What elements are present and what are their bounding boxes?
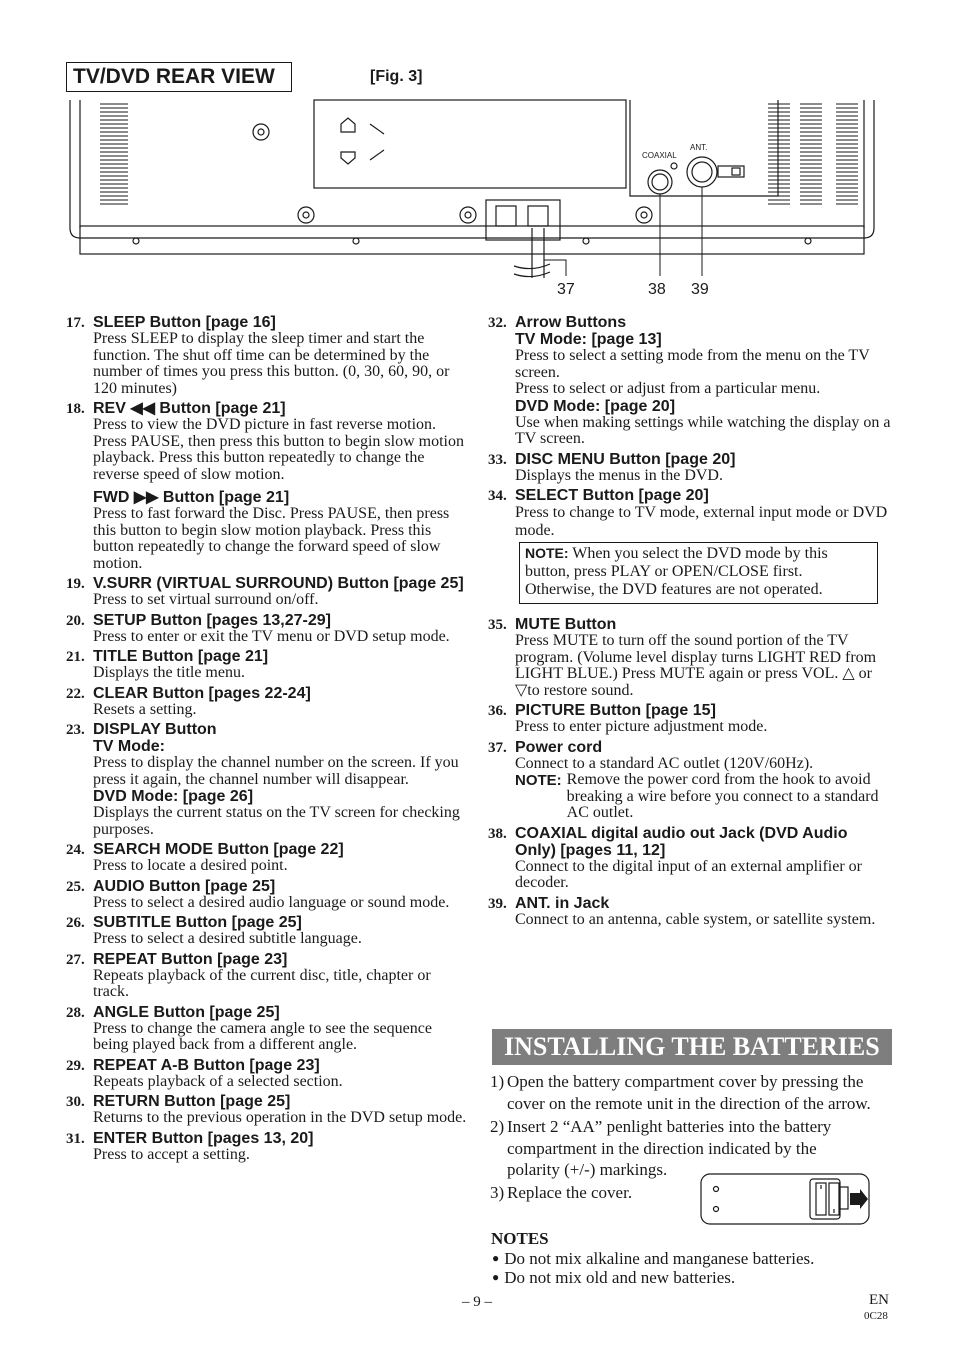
tv-rear-view-diagram	[66, 96, 886, 278]
item-description: Press to change the camera angle to see the sequence being played back from a different angle.	[93, 1019, 432, 1053]
bullet-icon: ●	[492, 1251, 500, 1265]
callout-37: 37	[557, 281, 575, 298]
item-description: Connect to an antenna, cable system, or satellite system.	[515, 910, 876, 928]
item-description: Press SLEEP to display the sleep timer and start the function. The shut off time can be determined by the number of times you press this button. (0, 30, 60, 90, or 120 minutes)	[93, 330, 450, 397]
item-number: 21.	[66, 649, 85, 665]
item-heading: DISC MENU Button [page 20]	[515, 450, 736, 468]
step-number: 2)	[490, 1117, 505, 1136]
item-35	[488, 616, 892, 699]
item-description: Press to set virtual surround on/off.	[93, 591, 319, 608]
item-heading: ANT. in Jack	[515, 894, 610, 912]
item-number: 26.	[66, 915, 85, 931]
item-number: 30.	[66, 1094, 85, 1110]
item-number: 35.	[488, 617, 507, 633]
note-item	[492, 1249, 814, 1270]
item-description: Press to enter picture adjustment mode.	[515, 718, 768, 735]
note-text: Remove the power cord from the hook to avoid breaking a wire before you connect to a standard AC outlet.	[566, 771, 879, 821]
item-heading: SEARCH MODE Button [page 22]	[93, 841, 344, 858]
item-description: Displays the title menu.	[93, 664, 245, 681]
item-34	[488, 487, 892, 604]
item-heading: Power cord	[515, 738, 603, 756]
item-subheading: DVD Mode: [page 20]	[515, 397, 676, 415]
note-item	[492, 1268, 735, 1289]
item-heading: REPEAT A-B Button [page 23]	[93, 1056, 320, 1074]
item-number: 36.	[488, 703, 507, 719]
note-label: NOTE:	[515, 772, 562, 789]
arrow-icon	[850, 1189, 868, 1209]
item-number: 24.	[66, 842, 85, 858]
item-number: 18.	[66, 401, 85, 417]
item-description: Press MUTE to turn off the sound portion of the TV program. (Volume level display turns LIGHT RED from LIGHT BLUE.) Press MUTE again or press VOL. △ or ▽to restore sound.	[515, 632, 877, 699]
step-text: Open the battery compartment cover by pressing the cover on the remote unit in the direction of the arrow.	[507, 1072, 871, 1113]
item-description: Displays the current status on the TV screen for checking purposes.	[93, 804, 460, 838]
item-number: 28.	[66, 1004, 85, 1021]
item-27	[66, 951, 468, 1001]
step-number: 1)	[490, 1072, 505, 1091]
item-number: 19.	[66, 576, 85, 592]
item-number: 33.	[488, 451, 507, 468]
item-description: Press to fast forward the Disc. Press PAUSE, then press this button to begin slow motion playback. Press this button repeatedly to change the forward speed of slow motion.	[93, 505, 450, 572]
item-31	[66, 1130, 468, 1164]
item-29	[66, 1057, 468, 1091]
item-number: 31.	[66, 1130, 85, 1147]
item-30	[66, 1093, 468, 1127]
item-heading: DISPLAY Button	[93, 721, 217, 738]
item-38	[488, 825, 892, 892]
power-cord-note	[515, 772, 892, 822]
item-description: Press to locate a desired point.	[93, 857, 288, 874]
item-description: Connect to the digital input of an external amplifier or decoder.	[515, 857, 863, 891]
ant-label: ANT.	[690, 143, 708, 152]
item-33	[488, 451, 892, 485]
item-heading: AUDIO Button [page 25]	[93, 877, 276, 895]
item-25	[66, 878, 468, 912]
item-description: Press to select a setting mode from the menu on the TV screen.	[515, 347, 870, 381]
item-20	[66, 612, 468, 646]
item-21	[66, 648, 468, 682]
item-number: 29.	[66, 1057, 85, 1074]
note-text: Do not mix old and new batteries.	[504, 1268, 736, 1287]
item-description: Press to view the DVD picture in fast reverse motion. Press PAUSE, then press this button to begin slow motion playback. Press this button repeatedly to change the reverse speed of slow motion.	[93, 416, 464, 483]
note-text: Do not mix alkaline and manganese batteries.	[504, 1249, 815, 1268]
item-heading: V.SURR (VIRTUAL SURROUND) Button [page 25]	[93, 575, 464, 592]
item-description: Press to accept a setting.	[93, 1145, 250, 1163]
bullet-icon: ●	[492, 1270, 500, 1284]
note-label: NOTE:	[525, 545, 569, 561]
notes-heading: NOTES	[491, 1229, 549, 1248]
item-18	[66, 400, 468, 572]
item-subheading: TV Mode: [page 13]	[515, 331, 662, 348]
item-description: Press to select a desired subtitle language.	[93, 930, 362, 947]
item-32	[488, 314, 892, 448]
item-heading: CLEAR Button [pages 22-24]	[93, 684, 311, 702]
note-box	[519, 542, 878, 604]
model-code: 0C28	[864, 1310, 888, 1322]
item-heading: SETUP Button [pages 13,27-29]	[93, 611, 331, 629]
item-description: Repeats playback of the current disc, title, chapter or track.	[93, 966, 431, 1000]
item-description: Press to change to TV mode, external input mode or DVD mode.	[515, 504, 888, 539]
item-number: 17.	[66, 315, 85, 331]
item-heading: TITLE Button [page 21]	[93, 648, 269, 665]
item-description: Connect to a standard AC outlet (120V/60Hz).	[515, 754, 814, 772]
item-heading: SUBTITLE Button [page 25]	[93, 914, 302, 931]
item-26	[66, 914, 468, 948]
item-number: 25.	[66, 878, 85, 895]
item-subheading: DVD Mode: [page 26]	[93, 788, 254, 805]
item-37	[488, 739, 892, 822]
item-number: 32.	[488, 315, 507, 331]
item-description: Displays the menus in the DVD.	[515, 466, 723, 484]
item-heading: RETURN Button [page 25]	[93, 1093, 291, 1110]
left-column	[66, 314, 468, 1166]
step-number: 3)	[490, 1183, 505, 1202]
item-heading: REPEAT Button [page 23]	[93, 950, 288, 968]
item-24	[66, 841, 468, 875]
item-description: Repeats playback of a selected section.	[93, 1072, 343, 1090]
item-heading: SELECT Button [page 20]	[515, 487, 709, 504]
item-heading: MUTE Button	[515, 616, 617, 633]
item-number: 20.	[66, 612, 85, 629]
item-23	[66, 721, 468, 838]
step-text: Insert 2 “AA” penlight batteries into the battery compartment in the direction indicated by the polarity (+/-) markings.	[507, 1117, 832, 1179]
battery-step-1	[490, 1071, 894, 1114]
section-title: TV/DVD REAR VIEW	[66, 62, 292, 92]
figure-label: [Fig. 3]	[370, 68, 423, 85]
item-number: 39.	[488, 895, 507, 912]
item-number: 27.	[66, 951, 85, 968]
item-description: Press to display the channel number on the screen. If you press it again, the channel number will disappear.	[93, 754, 459, 788]
page-number: – 9 –	[462, 1294, 492, 1310]
item-subheading: FWD ▶▶ Button [page 21]	[93, 489, 290, 506]
item-19	[66, 575, 468, 609]
item-39	[488, 895, 892, 929]
item-number: 34.	[488, 488, 507, 504]
item-subheading: TV Mode:	[93, 738, 165, 755]
item-description: Use when making settings while watching the display on a TV screen.	[515, 413, 891, 447]
item-36	[488, 702, 892, 736]
item-description: Press to enter or exit the TV menu or DVD setup mode.	[93, 627, 450, 645]
item-description: Resets a setting.	[93, 700, 197, 718]
item-description: Returns to the previous operation in the DVD setup mode.	[93, 1109, 467, 1126]
item-heading: ENTER Button [pages 13, 20]	[93, 1129, 314, 1147]
step-text: Replace the cover.	[507, 1183, 633, 1202]
callout-38: 38	[648, 281, 666, 298]
batteries-section-title: INSTALLING THE BATTERIES	[492, 1029, 892, 1065]
item-17	[66, 314, 468, 397]
item-number: 22.	[66, 685, 85, 702]
item-heading: PICTURE Button [page 15]	[515, 702, 716, 719]
item-description: Press to select a desired audio language or sound mode.	[93, 893, 450, 911]
callout-39: 39	[691, 281, 709, 298]
item-heading: ANGLE Button [page 25]	[93, 1003, 280, 1021]
item-heading: SLEEP Button [page 16]	[93, 314, 276, 331]
item-28	[66, 1004, 468, 1054]
power-cord	[532, 228, 544, 278]
item-number: 37.	[488, 739, 507, 756]
item-heading: COAXIAL digital audio out Jack (DVD Audio Only) [pages 11, 12]	[515, 824, 848, 859]
language-code: EN	[869, 1292, 889, 1308]
remote-battery-illustration	[700, 1171, 872, 1227]
coaxial-label: COAXIAL	[642, 151, 677, 160]
item-number: 23.	[66, 722, 85, 738]
item-heading: REV ◀◀ Button [page 21]	[93, 400, 286, 417]
item-22	[66, 685, 468, 719]
right-column	[488, 314, 892, 931]
item-heading: Arrow Buttons	[515, 314, 627, 331]
item-number: 38.	[488, 825, 507, 842]
item-description: Press to select or adjust from a particular menu.	[515, 380, 821, 397]
note-text: When you select the DVD mode by this button, press PLAY or OPEN/CLOSE first. Otherwise, the DVD features are not operated.	[525, 545, 828, 598]
